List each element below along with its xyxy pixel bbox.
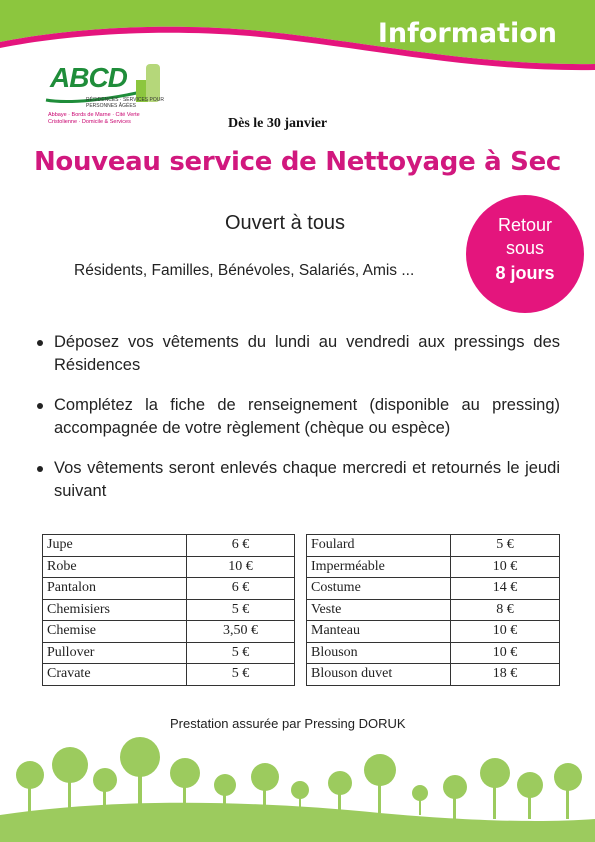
item-name: Imperméable <box>307 556 451 578</box>
bullet-text: Complétez la fiche de renseignement (disponible au pressing) accompagnée de votre règlement (chèque ou espèce) <box>54 396 560 437</box>
item-price: 10 € <box>451 556 560 578</box>
item-price: 10 € <box>187 556 295 578</box>
table-row <box>43 664 295 686</box>
item-name: Chemise <box>43 621 187 643</box>
item-name: Robe <box>43 556 187 578</box>
item-price: 6 € <box>187 578 295 600</box>
item-name: Costume <box>307 578 451 600</box>
item-name: Blouson duvet <box>307 664 451 686</box>
item-name: Foulard <box>307 535 451 557</box>
bullet-icon <box>37 466 43 472</box>
provider-note: Prestation assurée par Pressing DORUK <box>170 716 406 731</box>
bullet-text: Vos vêtements seront enlevés chaque mercredi et retournés le jeudi suivant <box>54 459 560 500</box>
header-title: Information <box>377 18 557 49</box>
item-name: Cravate <box>43 664 187 686</box>
item-price: 8 € <box>451 599 560 621</box>
item-price: 5 € <box>187 642 295 664</box>
price-table-left <box>42 534 295 686</box>
audience-list: Résidents, Familles, Bénévoles, Salariés, Amis ... <box>74 262 415 279</box>
item-name: Chemisiers <box>43 599 187 621</box>
return-badge <box>466 195 584 313</box>
table-row <box>307 599 560 621</box>
table-row <box>43 535 295 557</box>
badge-line-1: Retour <box>497 215 553 235</box>
item-price: 6 € <box>187 535 295 557</box>
start-date: Dès le 30 janvier <box>228 116 328 131</box>
table-row <box>43 621 295 643</box>
bullet-icon <box>37 340 43 346</box>
item-name: Pullover <box>43 642 187 664</box>
list-item <box>35 331 560 377</box>
table-row <box>307 578 560 600</box>
item-price: 10 € <box>451 621 560 643</box>
item-price: 5 € <box>451 535 560 557</box>
logo-tagline: RÉSIDENCES · SERVICES POUR PERSONNES ÂGÉES <box>86 97 164 109</box>
bullet-text: Déposez vos vêtements du lundi au vendredi aux pressings des Résidences <box>54 333 560 374</box>
item-price: 3,50 € <box>187 621 295 643</box>
table-row <box>307 621 560 643</box>
item-name: Pantalon <box>43 578 187 600</box>
table-row <box>307 535 560 557</box>
list-item <box>35 457 560 503</box>
table-row <box>43 642 295 664</box>
logo-name: ABCD <box>50 62 127 93</box>
page-title: Nouveau service de Nettoyage à Sec <box>33 147 562 177</box>
table-row <box>43 599 295 621</box>
item-price: 14 € <box>451 578 560 600</box>
item-price: 5 € <box>187 664 295 686</box>
item-price: 18 € <box>451 664 560 686</box>
item-name: Manteau <box>307 621 451 643</box>
table-row <box>43 578 295 600</box>
item-price: 10 € <box>451 642 560 664</box>
bullet-icon <box>37 403 43 409</box>
instructions-list <box>35 331 560 520</box>
item-name: Blouson <box>307 642 451 664</box>
table-row <box>307 556 560 578</box>
logo-places: Abbaye · Bords de Marne · Cité Verte Cristolienne · Domicile & Services <box>48 112 140 125</box>
trees-illustration <box>0 735 595 842</box>
table-row <box>307 664 560 686</box>
item-name: Jupe <box>43 535 187 557</box>
item-price: 5 € <box>187 599 295 621</box>
list-item <box>35 394 560 440</box>
table-row <box>307 642 560 664</box>
item-name: Veste <box>307 599 451 621</box>
abcd-logo <box>38 60 163 130</box>
price-table-right <box>306 534 560 686</box>
badge-line-3: 8 jours <box>495 263 555 283</box>
table-row <box>43 556 295 578</box>
badge-line-2: sous <box>505 238 545 258</box>
open-to-all: Ouvert à tous <box>225 212 346 234</box>
